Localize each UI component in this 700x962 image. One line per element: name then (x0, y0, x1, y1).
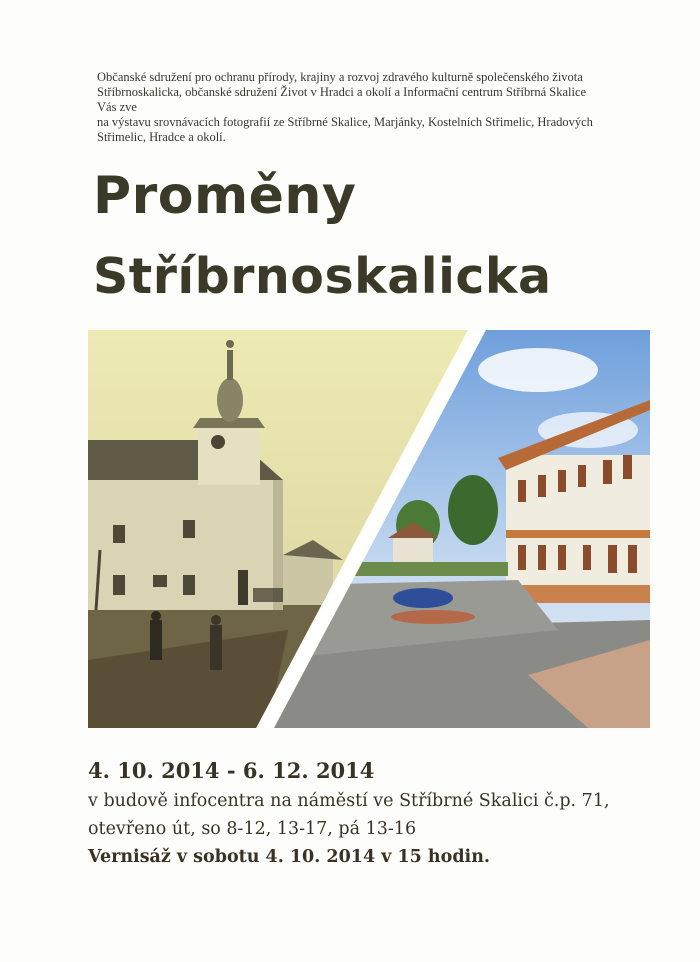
event-dates: 4. 10. 2014 - 6. 12. 2014 (88, 758, 375, 783)
event-venue: v budově infocentra na náměstí ve Stříbrné Skalici č.p. 71, (88, 791, 610, 811)
title-line-1: Proměny (93, 166, 357, 226)
event-hours: otevřeno út, so 8-12, 13-17, pá 13-16 (88, 819, 417, 839)
intro-line-5: Střimelic, Hradce a okolí. (97, 130, 226, 144)
title-line-2: Stříbrnoskalicka (93, 248, 552, 305)
event-vernissage: Vernisáž v sobotu 4. 10. 2014 v 15 hodin. (88, 847, 491, 867)
comparison-photo-drawing (88, 330, 650, 728)
intro-line-1: Občanské sdružení pro ochranu přírody, krajiny a rozvoj zdravého kulturně společenského života (97, 70, 583, 84)
intro-line-4: na výstavu srovnávacích fotografií ze Stříbrné Skalice, Marjánky, Kostelních Střimelic, Hradových (97, 115, 593, 129)
intro-line-3: Vás zve (97, 100, 137, 114)
event-details (88, 758, 688, 871)
invitation-text (97, 70, 667, 145)
intro-line-2: Stříbrnoskalicka, občanské sdružení Život v Hradci a okolí a Informační centrum Stříbrná Skalice (97, 85, 587, 99)
comparison-photo (88, 330, 650, 728)
